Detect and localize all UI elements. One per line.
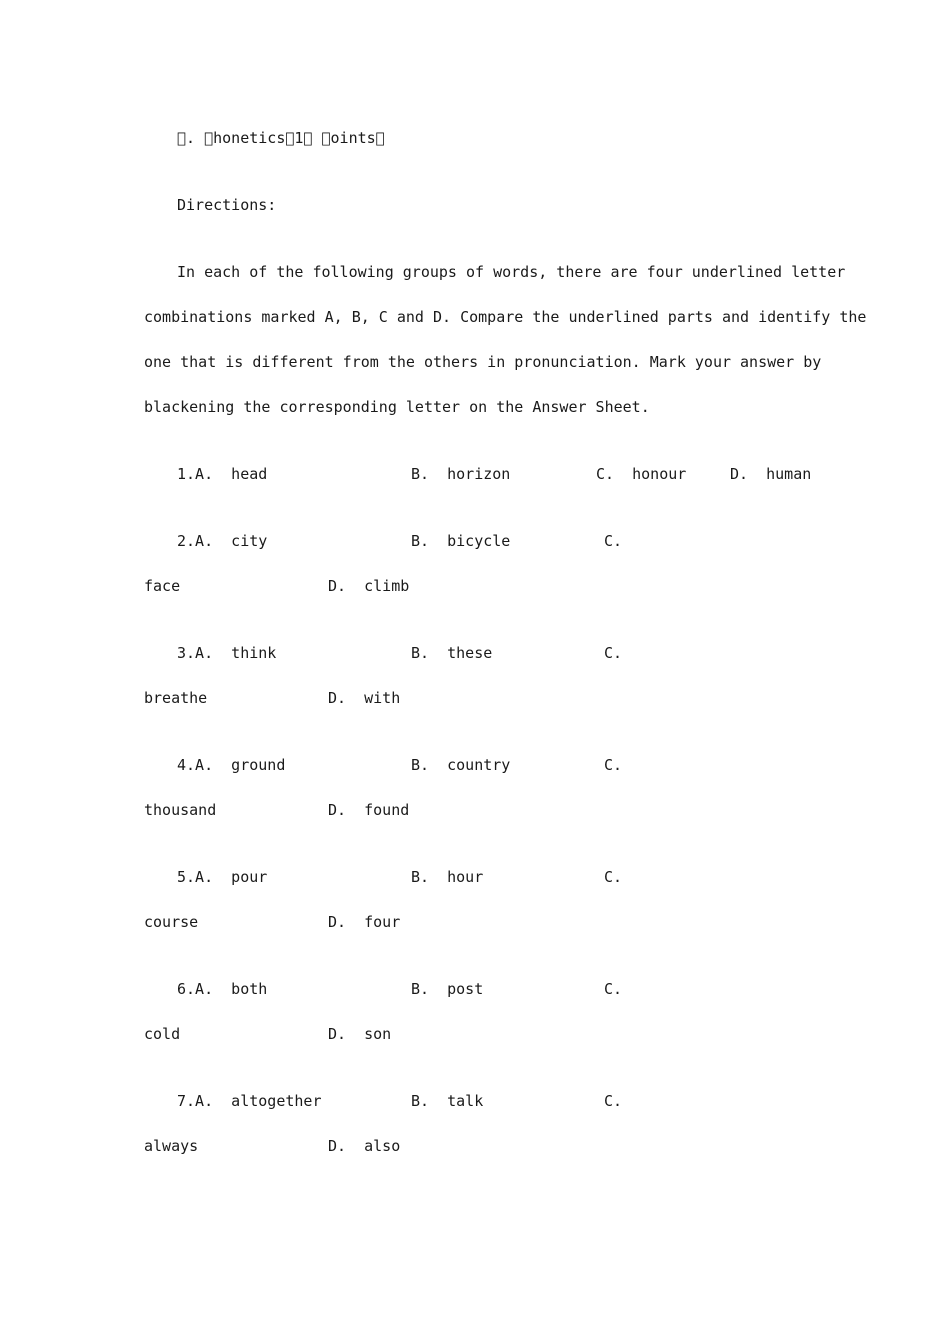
question-3-option-c-word: breathe [144,689,208,707]
question-4-option-d: D. found [328,801,410,819]
question-5-option-a: 5.A. pour [177,868,268,886]
question-5-option-b: B. hour [411,868,484,886]
question-6-option-c-word: cold [144,1025,181,1043]
question-2-option-c-word: face [144,577,181,595]
question-3-option-c-label: C. [604,644,623,662]
question-1-option-a: 1.A. head [177,465,268,483]
question-6-option-b: B. post [411,980,484,998]
question-5-option-c-word: course [144,913,199,931]
question-5-option-d: D. four [328,913,401,931]
question-6-option-d: D. son [328,1025,392,1043]
question-2-option-d: D. climb [328,577,410,595]
question-7-option-b: B. talk [411,1092,484,1110]
question-3-option-b: B. these [411,644,493,662]
directions-label: Directions: [177,196,277,214]
question-2-option-b: B. bicycle [411,532,511,550]
question-7-option-a: 7.A. altogether [177,1092,322,1110]
paragraph-line-4: blackening the corresponding letter on the Answer Sheet. [144,398,650,416]
question-1-option-d: D. human [730,465,812,483]
question-1-option-c: C. honour [596,465,687,483]
question-3-option-a: 3.A. think [177,644,277,662]
paragraph-line-1: In each of the following groups of words, there are four underlined letter [177,263,846,281]
question-7-option-d: D. also [328,1137,401,1155]
question-2-option-c-label: C. [604,532,623,550]
question-7-option-c-word: always [144,1137,199,1155]
question-4-option-c-word: thousand [144,801,217,819]
question-1-option-b: B. horizon [411,465,511,483]
question-2-option-a: 2.A. city [177,532,268,550]
paragraph-line-3: one that is different from the others in pronunciation. Mark your answer by [144,353,822,371]
question-4-option-b: B. country [411,756,511,774]
question-6-option-c-label: C. [604,980,623,998]
question-5-option-c-label: C. [604,868,623,886]
paragraph-line-2: combinations marked A, B, C and D. Compare the underlined parts and identify the [144,308,867,326]
section-title:  .  honetics 1   oints  [177,129,385,147]
question-4-option-c-label: C. [604,756,623,774]
question-7-option-c-label: C. [604,1092,623,1110]
question-4-option-a: 4.A. ground [177,756,286,774]
question-6-option-a: 6.A. both [177,980,268,998]
question-3-option-d: D. with [328,689,401,707]
